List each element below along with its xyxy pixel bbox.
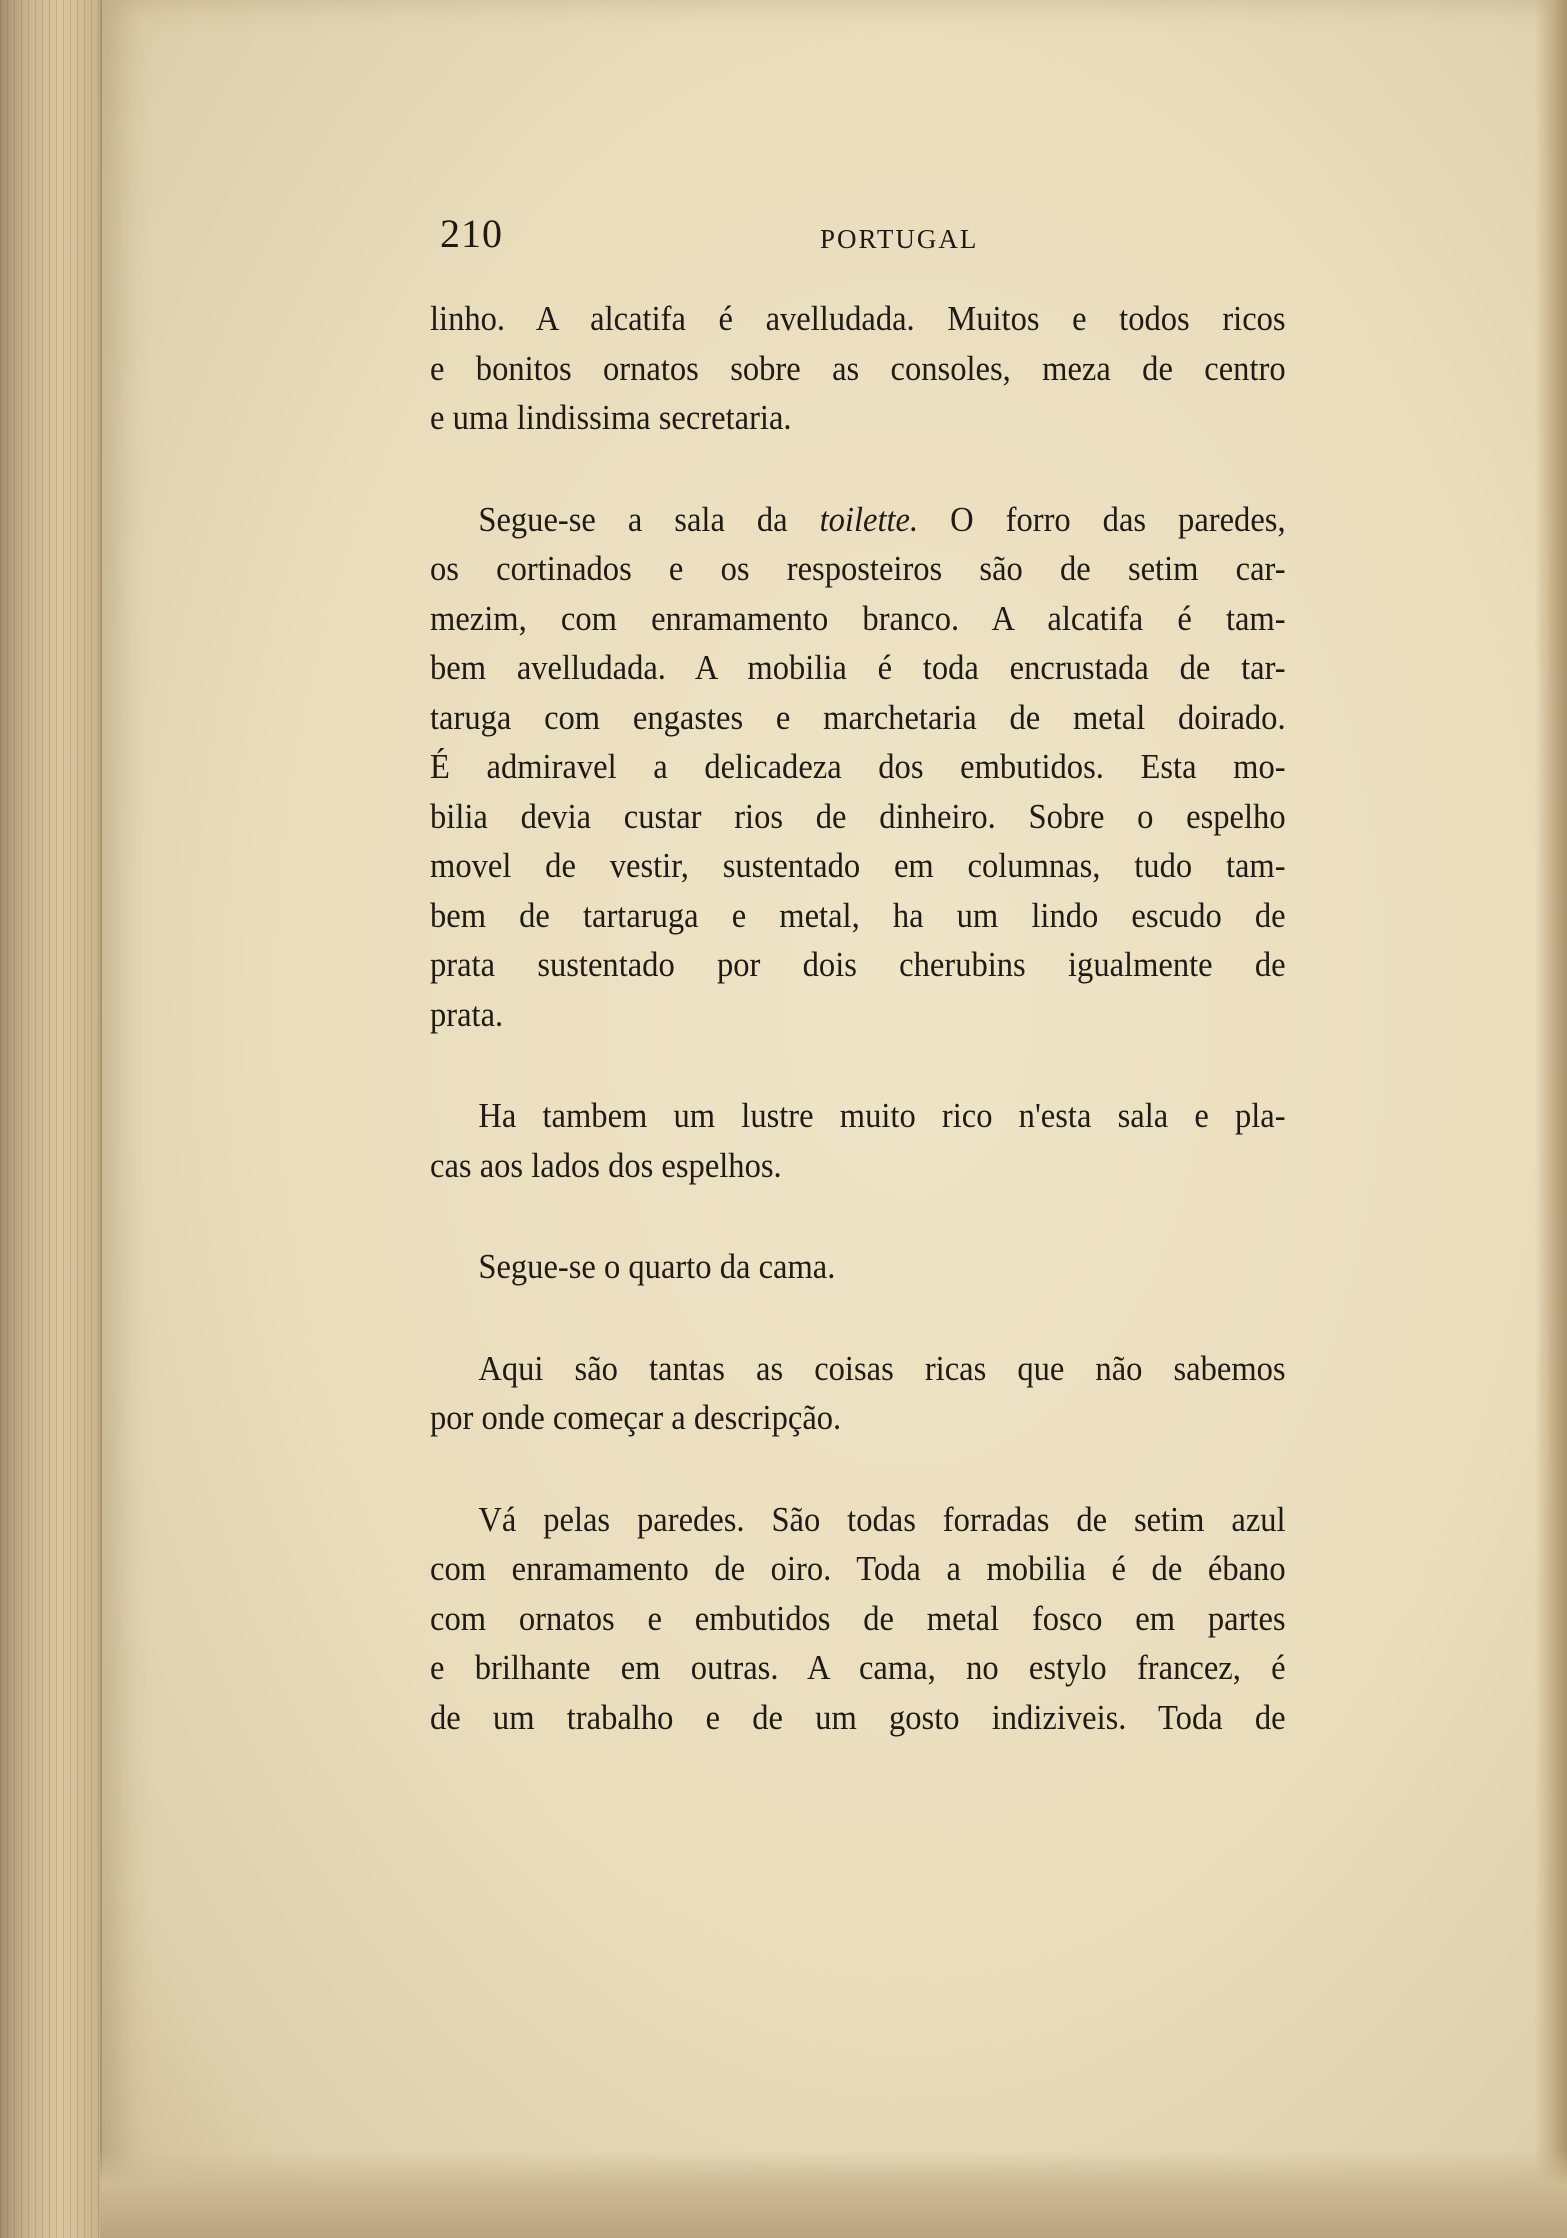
- paragraph-3: [430, 1091, 1286, 1190]
- paragraph-4: [430, 1242, 1286, 1292]
- text-line: por onde começar a descripção.: [430, 1398, 842, 1437]
- text-line: É admiravel a delicadeza dos embutidos. Esta mo-: [430, 747, 1286, 786]
- paragraph-1: [430, 294, 1286, 443]
- text-line: linho. A alcatifa é avelludada. Muitos e todos ricos: [430, 299, 1286, 338]
- text-line: mezim, com enramamento branco. A alcatifa é tam-: [430, 598, 1286, 638]
- text-line: cas aos lados dos espelhos.: [430, 1145, 782, 1185]
- text-segment: O forro das paredes,: [918, 499, 1286, 539]
- text-line: e bonitos ornatos sobre as consoles, meza de centro: [430, 348, 1286, 388]
- page-bottom-edge: [100, 2150, 1567, 2238]
- page-header: [440, 210, 1340, 260]
- text-line: e uma lindissima secretaria.: [430, 398, 792, 437]
- paragraph-6: [430, 1495, 1286, 1743]
- text-line: com ornatos e embutidos de metal fosco em partes: [430, 1598, 1286, 1638]
- page-number: 210: [440, 211, 503, 256]
- text-line: prata.: [430, 994, 504, 1034]
- text-line: Ha tambem um lustre muito rico n'esta sala e pla-: [478, 1096, 1286, 1135]
- italic-word: toilette.: [819, 499, 919, 539]
- body-text: [430, 294, 1286, 1742]
- text-line: os cortinados e os resposteiros são de setim car-: [430, 549, 1286, 588]
- text-line: Aqui são tantas as coisas ricas que não sabemos: [478, 1348, 1286, 1388]
- page-right-edge: [1535, 0, 1567, 2238]
- text-line: com enramamento de oiro. Toda a mobilia é de ébano: [430, 1549, 1286, 1588]
- paragraph-2: [430, 495, 1286, 1040]
- text-line: bem avelludada. A mobilia é toda encrustada de tar-: [430, 648, 1286, 687]
- text-line: e brilhante em outras. A cama, no estylo francez, é: [430, 1648, 1286, 1687]
- text-line-with-italic: [430, 495, 1286, 545]
- text-line: bilia devia custar rios de dinheiro. Sobre o espelho: [430, 796, 1286, 836]
- text-segment: Segue-se a sala da: [478, 499, 820, 539]
- text-line: bem de tartaruga e metal, ha um lindo escudo de: [430, 895, 1286, 935]
- text-line: taruga com engastes e marchetaria de metal doirado.: [430, 697, 1286, 737]
- running-title: PORTUGAL: [820, 224, 979, 254]
- paragraph-5: [430, 1344, 1286, 1443]
- text-line: Vá pelas paredes. São todas forradas de setim azul: [478, 1499, 1286, 1539]
- text-line: prata sustentado por dois cherubins igualmente de: [430, 945, 1286, 984]
- text-line: Segue-se o quarto da cama.: [478, 1247, 836, 1286]
- text-line: movel de vestir, sustentado em columnas, tudo tam-: [430, 846, 1286, 885]
- text-line: de um trabalho e de um gosto indiziveis. Toda de: [430, 1697, 1286, 1737]
